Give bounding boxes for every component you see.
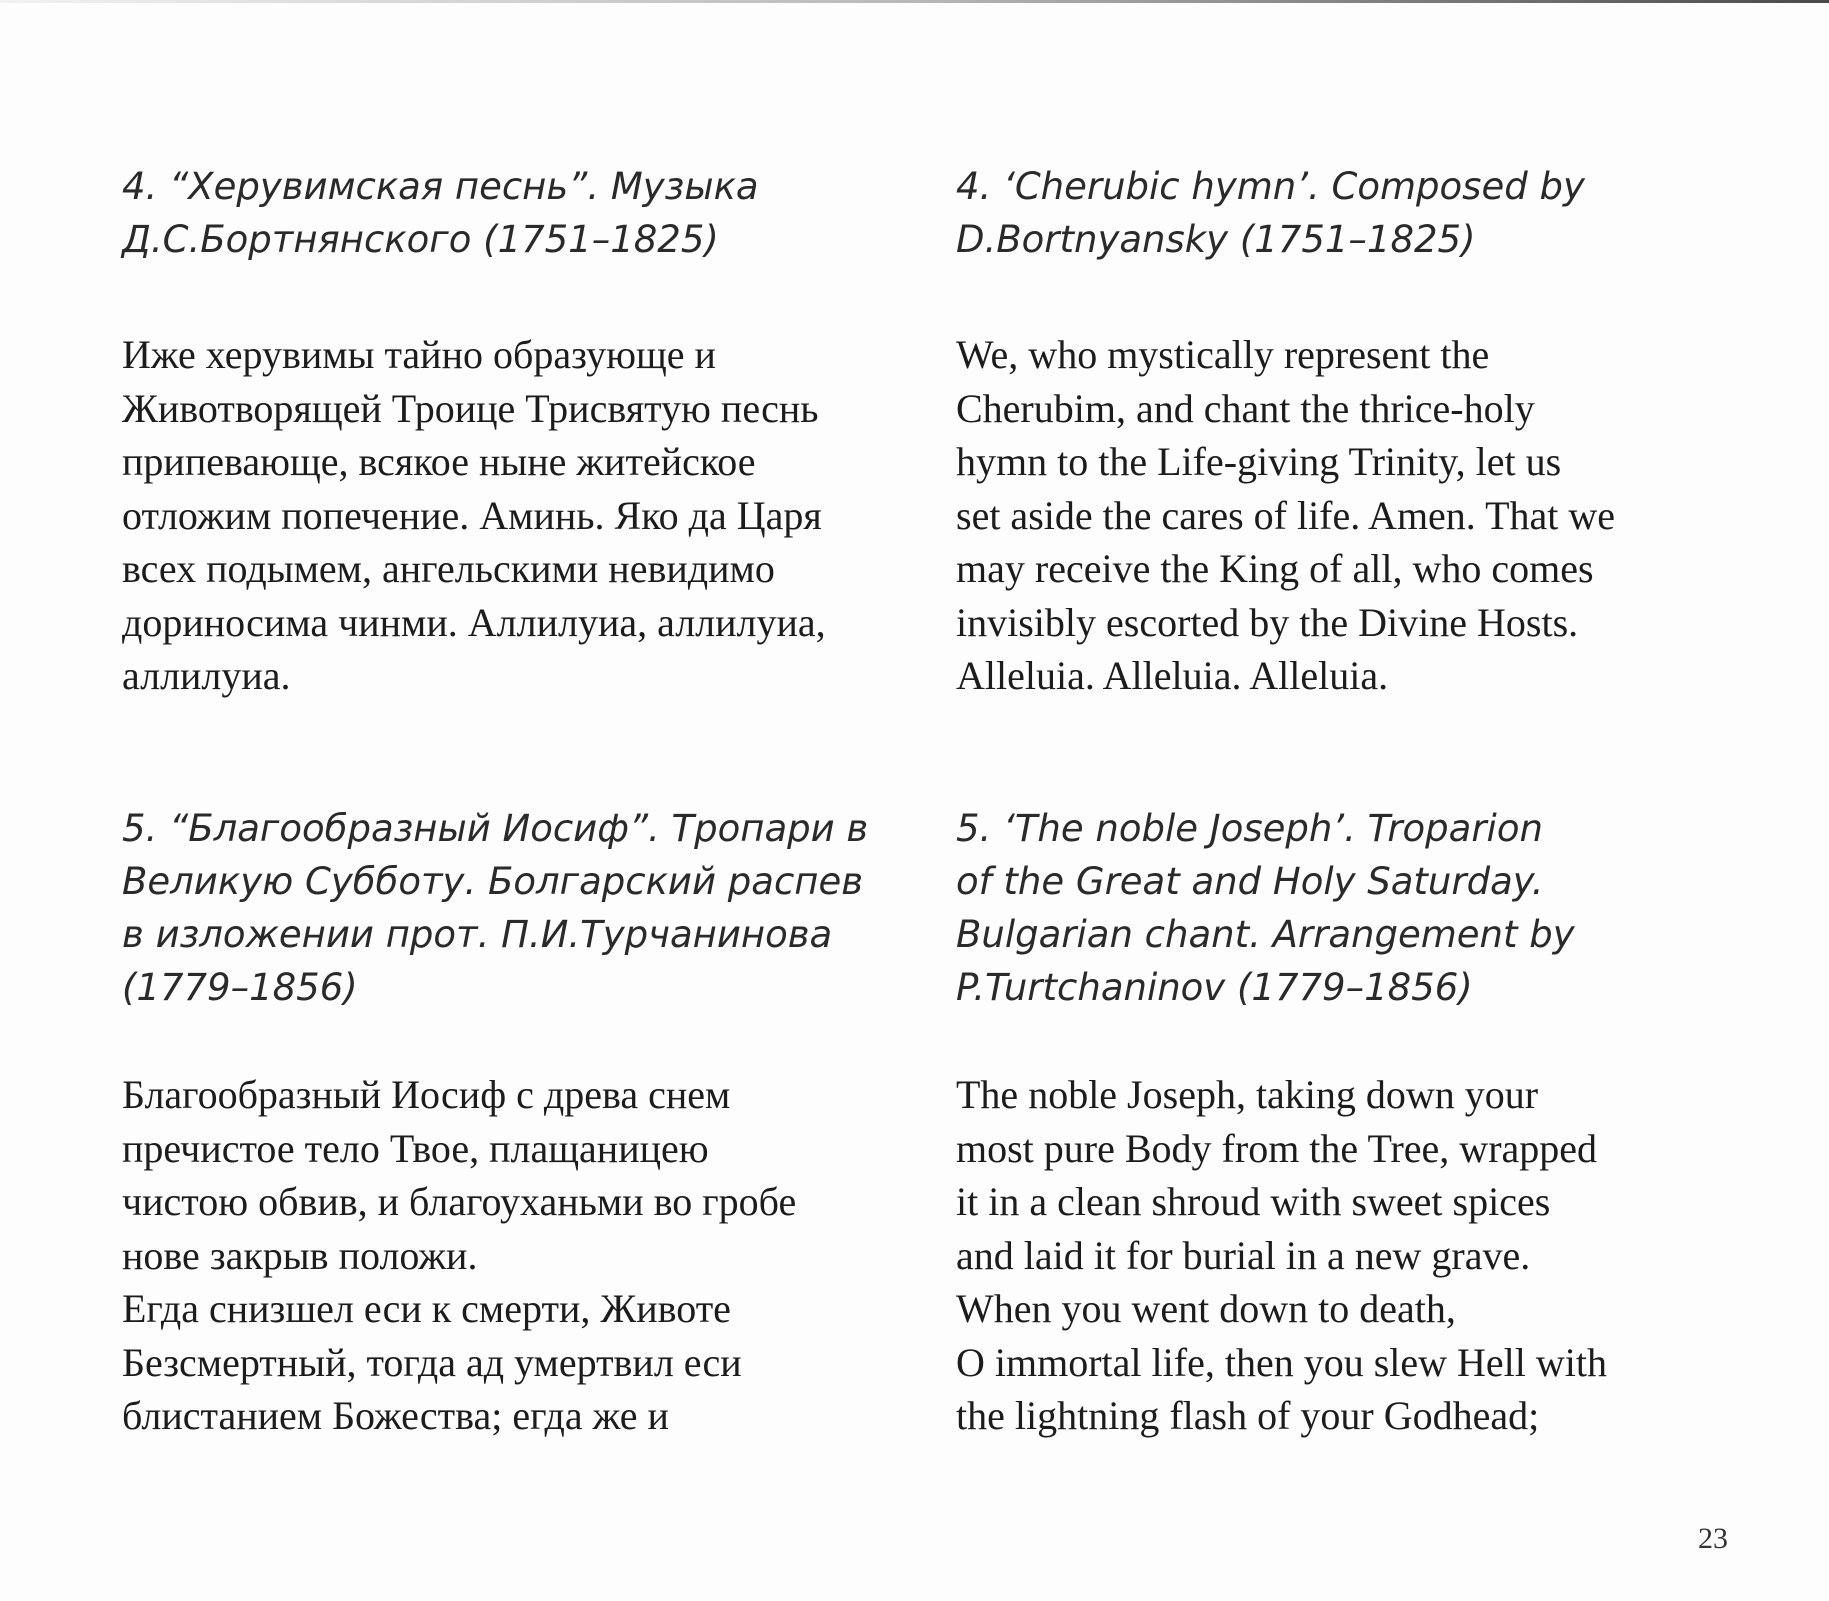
track-4-lyrics-english: We, who mystically represent the Cherubim, and chant the thrice-holy hymn to the Life-giving Trinity, let us set aside the cares of life. Amen. That we may receive the King of all, who comes invisibly escorted by the Divine Hosts. Alleluia. Alleluia. Alleluia. [956, 332, 1616, 698]
page-number: 23 [1698, 1522, 1728, 1555]
track-4-lyrics-russian: Иже херувимы тайно образующе и Животворящей Троице Трисвятую песнь припевающе, всякое ныне житейское отложим попечение. Аминь. Яко да Царя всех подымем, ангельскими невидимо дориносима чинми. Аллилуиа, аллилуиа, аллилуиа. [122, 332, 826, 698]
track-5-heading-russian: 5. “Благообразный Иосиф”. Тропари в Великую Субботу. Болгарский распев в изложении прот. П.И.Турчанинова (1779–1856) [122, 807, 869, 1009]
track-4-heading-english: 4. ‘Cherubic hymn’. Composed by D.Bortnyansky (1751–1825) [956, 165, 1585, 261]
track-5-lyrics-russian: Благообразный Иосиф с древа снем пречистое тело Твое, плащаницею чистою обвив, и благоуханьми во гробе нове закрыв положи. Егда снизшел еси к смерти, Животе Безсмертный, тогда ад умертвил еси блистанием Божества; егда же и [122, 1072, 797, 1438]
track-5-lyrics-english: The noble Joseph, taking down your most pure Body from the Tree, wrapped it in a clean shroud with sweet spices and laid it for burial in a new grave. When you went down to death, O immortal life, then you slew Hell with the lightning flash of your Godhead; [956, 1072, 1607, 1438]
track-5-heading-english: 5. ‘The noble Joseph’. Troparion of the Great and Holy Saturday. Bulgarian chant. Arrangement by P.Turtchaninov (1779–1856) [956, 807, 1575, 1009]
top-edge-rule [0, 0, 1829, 3]
track-4-heading-russian: 4. “Херувимская песнь”. Музыка Д.С.Бортнянского (1751–1825) [122, 165, 759, 261]
